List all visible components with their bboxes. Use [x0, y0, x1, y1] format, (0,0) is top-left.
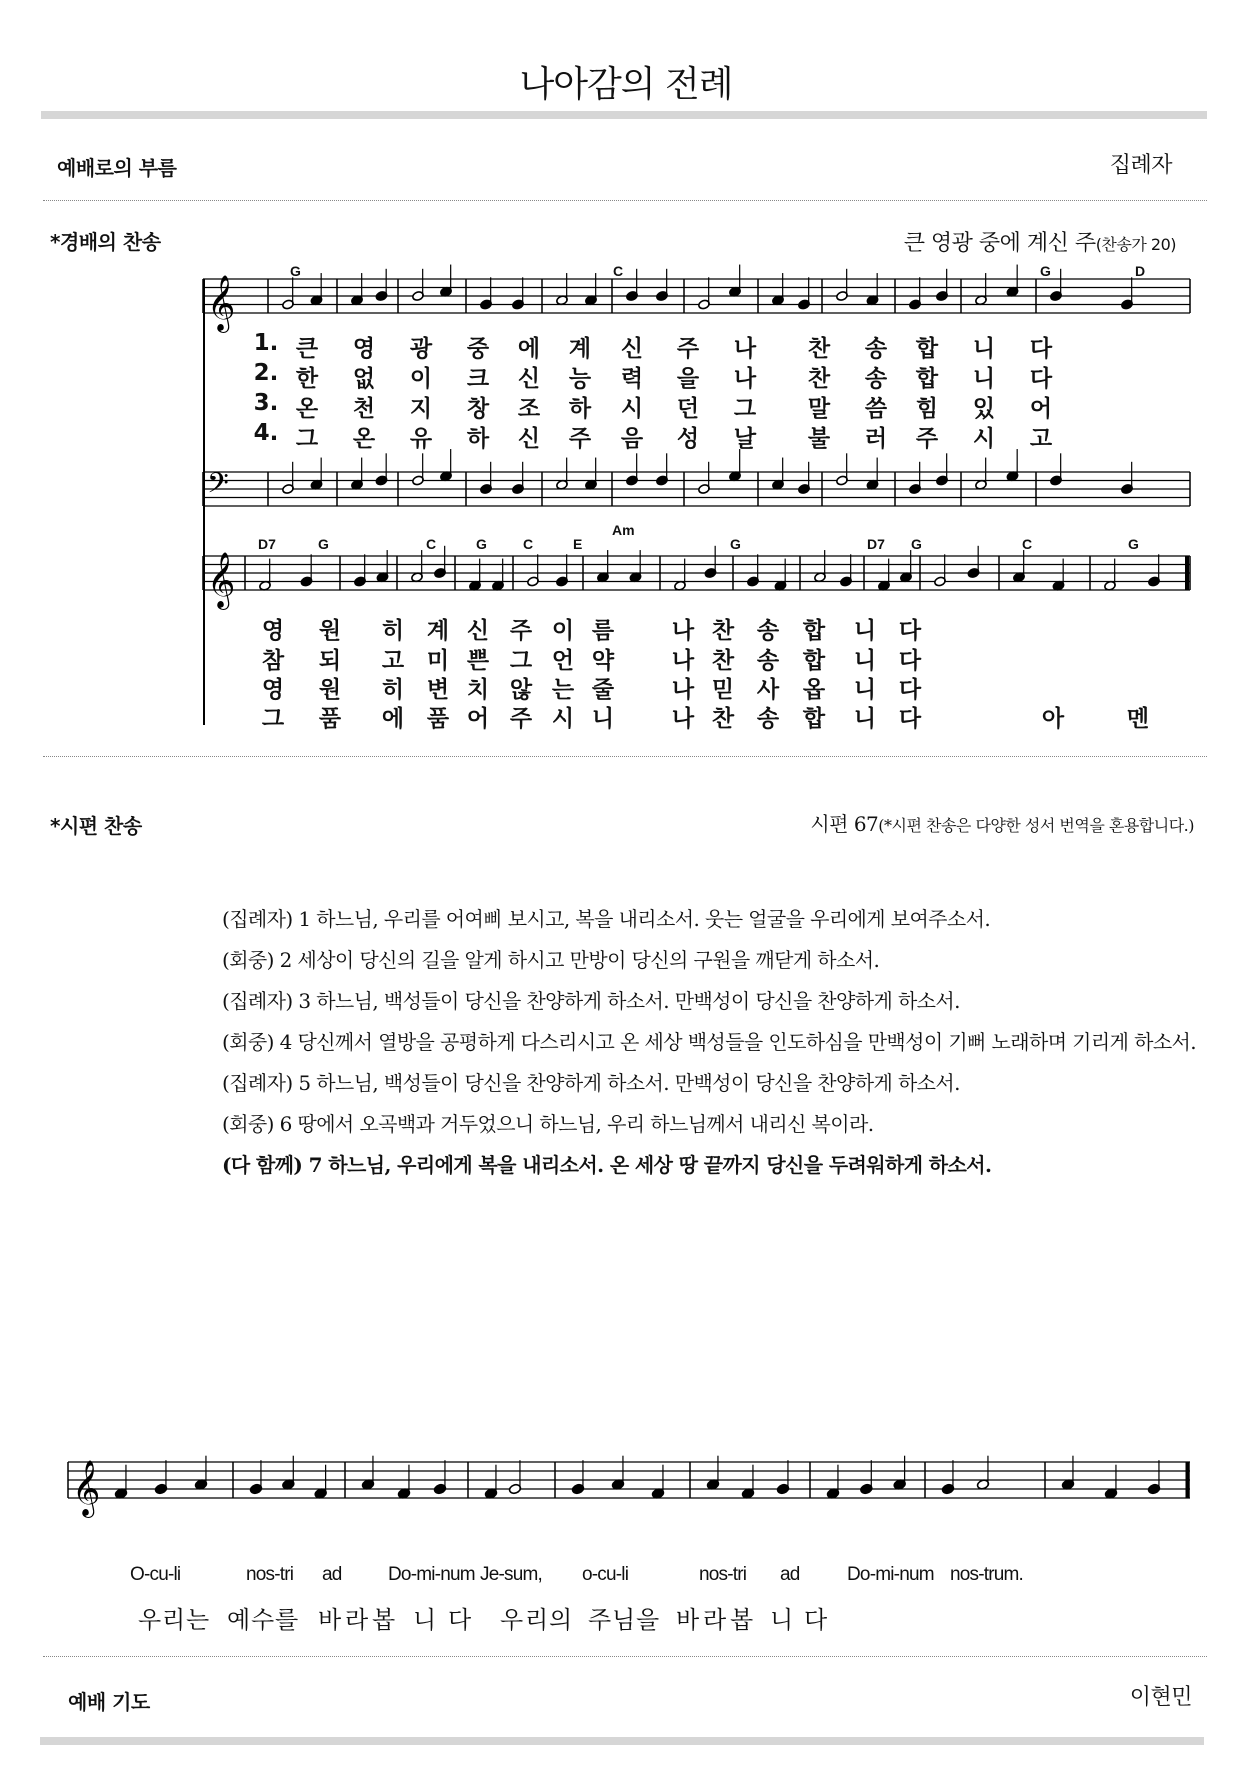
lyric-syllable: 유 [409, 426, 433, 452]
lyric-syllable: 천 [352, 396, 376, 422]
chord-symbol: G [290, 263, 301, 279]
lyric-syllable: 합 [802, 706, 826, 732]
chord-symbol: C [426, 536, 437, 552]
lyric-syllable: 품 [426, 706, 450, 732]
lyric-syllable: 신 [517, 366, 541, 392]
lyric-syllable: 니 [972, 336, 996, 362]
korean-lyric: 라 [345, 1606, 369, 1634]
lyric-syllable: 아 [1041, 706, 1065, 732]
verse-number: 1. [253, 330, 279, 356]
latin-lyric: Je-sum, [480, 1564, 542, 1585]
lyric-syllable: 합 [915, 336, 939, 362]
lyric-syllable: 않 [509, 677, 533, 703]
treble-clef-icon: 𝄞 [72, 1460, 101, 1516]
latin-lyric: nos-tri [246, 1564, 294, 1585]
lyric-syllable: 찬 [807, 366, 831, 392]
psalm-verse: (집례자) 3 하느님, 백성들이 당신을 찬양하게 하소서. 만백성이 당신을 찬양하게 하소서. [222, 989, 960, 1013]
lyric-syllable: 신 [620, 336, 644, 362]
lyric-syllable: 송 [864, 366, 888, 392]
lyric-syllable: 큰 [295, 336, 319, 362]
korean-lyric: 다 [804, 1606, 828, 1634]
lyric-syllable: 송 [864, 336, 888, 362]
lyric-syllable: 원 [318, 677, 342, 703]
latin-lyric: nos-tri [699, 1564, 747, 1585]
lyric-syllable: 다 [898, 677, 922, 703]
lyric-syllable: 변 [426, 677, 450, 703]
page-title: 나아감의 전례 [519, 64, 733, 105]
lyric-syllable: 니 [853, 618, 877, 644]
lyric-syllable: 찬 [711, 706, 735, 732]
lyric-syllable: 니 [591, 706, 615, 732]
hymn-song-title: 큰 영광 중에 계신 주 [903, 231, 1096, 256]
latin-lyric: ad [322, 1564, 342, 1585]
korean-lyric: 우 [138, 1606, 162, 1634]
lyric-syllable: 품 [318, 706, 342, 732]
lyric-syllable: 광 [409, 336, 433, 362]
lyric-syllable: 시 [972, 426, 996, 452]
psalm-verse: (회중) 6 땅에서 오곡백과 거두었으니 하느님, 우리 하느님께서 내리신 복이라. [222, 1112, 874, 1136]
lyric-syllable: 름 [591, 618, 615, 644]
lyric-syllable: 송 [756, 648, 780, 674]
lyric-syllable: 나 [671, 706, 695, 732]
korean-lyric: 니 [413, 1606, 437, 1634]
lyric-syllable: 에 [381, 706, 405, 732]
chord-symbol: D7 [867, 536, 885, 552]
chord-symbol: G [318, 536, 329, 552]
lyric-syllable: 영 [352, 336, 376, 362]
lyric-syllable: 없 [352, 366, 376, 392]
lyric-syllable: 말 [807, 396, 831, 422]
lyric-syllable: 나 [671, 677, 695, 703]
lyric-syllable: 참 [261, 648, 285, 674]
latin-lyric: O-cu-li [130, 1564, 181, 1585]
lyric-syllable: 주 [568, 426, 592, 452]
lyric-syllable: 나 [671, 618, 695, 644]
lyric-syllable: 사 [756, 677, 780, 703]
lyric-syllable: 찬 [807, 336, 831, 362]
verse-number: 2. [253, 360, 279, 386]
lyric-syllable: 신 [466, 618, 490, 644]
lyric-syllable: 날 [733, 426, 757, 452]
psalm-verse: (다 함께) 7 하느님, 우리에게 복을 내리소서. 온 세상 땅 끝까지 당신을 두려워하게 하소서. [222, 1153, 992, 1177]
lyric-syllable: 계 [426, 618, 450, 644]
chord-symbol: C [613, 263, 624, 279]
lyric-syllable: 불 [807, 426, 831, 452]
lyric-syllable: 온 [295, 396, 319, 422]
lyric-syllable: 을 [676, 366, 700, 392]
lyric-syllable: 언 [551, 648, 575, 674]
lyric-syllable: 히 [381, 618, 405, 644]
lyric-syllable: 던 [676, 396, 700, 422]
psalm-verse: (집례자) 1 하느님, 우리를 어여삐 보시고, 복을 내리소서. 웃는 얼굴을 우리에게 보여주소서. [222, 907, 991, 931]
chord-symbol: D [1135, 263, 1146, 279]
psalm-verse: (회중) 4 당신께서 열방을 공평하게 다스리시고 온 세상 백성들을 인도하심을 만백성이 기뻐 노래하며 기리게 하소서. [222, 1030, 1197, 1054]
korean-lyric: 님 [612, 1606, 636, 1634]
lyric-syllable: 계 [568, 336, 592, 362]
chord-symbol: D7 [258, 536, 276, 552]
lyric-syllable: 시 [551, 706, 575, 732]
psalm-heading: *시편 찬송 [50, 814, 142, 838]
lyric-syllable: 영 [261, 677, 285, 703]
psalm-ref: 시편 67 [810, 812, 879, 836]
treble-clef-icon: 𝄞 [207, 552, 236, 608]
korean-lyric: 리 [525, 1606, 549, 1634]
lyric-syllable: 력 [620, 366, 644, 392]
lyric-syllable: 어 [1029, 396, 1053, 422]
lyric-syllable: 크 [466, 366, 490, 392]
chord-symbol: C [523, 536, 534, 552]
lyric-syllable: 고 [381, 648, 405, 674]
korean-lyric: 라 [703, 1606, 727, 1634]
korean-lyric: 다 [448, 1606, 472, 1634]
lyric-syllable: 하 [466, 426, 490, 452]
psalm-verse: (회중) 2 세상이 당신의 길을 알게 하시고 만방이 당신의 구원을 깨닫게 하소서. [222, 948, 880, 972]
lyric-syllable: 원 [318, 618, 342, 644]
lyric-syllable: 미 [426, 648, 450, 674]
korean-lyric: 예 [227, 1606, 251, 1634]
lyric-syllable: 그 [733, 396, 757, 422]
lyric-syllable: 주 [509, 706, 533, 732]
call-leader: 집례자 [1109, 153, 1172, 178]
chord-symbol: G [1040, 263, 1051, 279]
psalm-verse: (집례자) 5 하느님, 백성들이 당신을 찬양하게 하소서. 만백성이 당신을 찬양하게 하소서. [222, 1071, 960, 1095]
lyric-syllable: 주 [676, 336, 700, 362]
lyric-syllable: 지 [409, 396, 433, 422]
lyric-syllable: 신 [517, 426, 541, 452]
lyric-syllable: 창 [466, 396, 490, 422]
lyric-syllable: 한 [295, 366, 319, 392]
lyric-syllable: 나 [733, 366, 757, 392]
lyric-syllable: 치 [466, 677, 490, 703]
lyric-syllable: 영 [261, 618, 285, 644]
lyric-syllable: 이 [551, 618, 575, 644]
korean-lyric: 니 [770, 1606, 794, 1634]
lyric-syllable: 찬 [711, 648, 735, 674]
latin-lyric: nos-trum. [950, 1564, 1024, 1585]
latin-lyric: Do-mi-num [847, 1564, 934, 1585]
latin-lyric: o-cu-li [582, 1564, 629, 1585]
lyric-syllable: 믿 [711, 677, 735, 703]
lyric-syllable: 시 [620, 396, 644, 422]
lyric-syllable: 멘 [1126, 706, 1150, 732]
hymn-song-ref: (찬송가 20) [1095, 235, 1176, 254]
chord-symbol: G [911, 536, 922, 552]
lyric-syllable: 니 [853, 677, 877, 703]
bottom-divider-bar [40, 1737, 1204, 1745]
verse-number: 3. [253, 390, 279, 416]
lyric-syllable: 합 [802, 618, 826, 644]
lyric-syllable: 되 [318, 648, 342, 674]
bass-clef-icon: 𝄢 [207, 467, 229, 507]
korean-lyric: 봅 [730, 1606, 754, 1634]
lyric-syllable: 히 [381, 677, 405, 703]
latin-lyric: Do-mi-num [388, 1564, 475, 1585]
lyric-syllable: 니 [853, 648, 877, 674]
lyric-syllable: 그 [509, 648, 533, 674]
lyric-syllable: 조 [517, 396, 541, 422]
chord-symbol: G [730, 536, 741, 552]
lyric-syllable: 약 [591, 648, 615, 674]
lyric-syllable: 다 [898, 648, 922, 674]
chord-symbol: Am [612, 522, 635, 538]
chord-symbol: G [476, 536, 487, 552]
lyric-syllable: 합 [915, 366, 939, 392]
korean-lyric: 수 [251, 1606, 275, 1634]
korean-lyric: 리 [162, 1606, 186, 1634]
latin-lyric: ad [780, 1564, 800, 1585]
korean-lyric: 봅 [372, 1606, 396, 1634]
hymn-heading: *경배의 찬송 [50, 230, 161, 254]
lyric-syllable: 줄 [591, 677, 615, 703]
lyric-syllable: 온 [352, 426, 376, 452]
korean-lyric: 의 [549, 1606, 573, 1634]
lyric-syllable: 있 [972, 396, 996, 422]
lyric-syllable: 송 [756, 706, 780, 732]
lyric-syllable: 쁜 [466, 648, 490, 674]
lyric-syllable: 니 [853, 706, 877, 732]
korean-lyric: 우 [500, 1606, 524, 1634]
lyric-syllable: 다 [898, 706, 922, 732]
korean-lyric: 를 [275, 1606, 299, 1634]
lyric-syllable: 고 [1029, 426, 1053, 452]
korean-lyric: 바 [676, 1606, 700, 1634]
lyric-syllable: 는 [551, 677, 575, 703]
lyric-syllable: 다 [1029, 366, 1053, 392]
korean-lyric: 주 [588, 1606, 612, 1634]
prayer-leader: 이현민 [1129, 1685, 1192, 1710]
call-heading: 예배로의 부름 [57, 156, 177, 180]
lyric-syllable: 중 [466, 336, 490, 362]
lyric-syllable: 음 [620, 426, 644, 452]
prayer-heading: 예배 기도 [68, 1690, 150, 1714]
lyric-syllable: 성 [676, 426, 700, 452]
lyric-syllable: 능 [568, 366, 592, 392]
verse-number: 4. [253, 420, 279, 446]
korean-lyric: 바 [318, 1606, 342, 1634]
lyric-syllable: 씀 [864, 396, 888, 422]
lyric-syllable: 어 [466, 706, 490, 732]
lyric-syllable: 주 [915, 426, 939, 452]
lyric-syllable: 나 [671, 648, 695, 674]
lyric-syllable: 힘 [915, 396, 939, 422]
lyric-syllable: 에 [517, 336, 541, 362]
lyric-syllable: 그 [295, 426, 319, 452]
lyric-syllable: 하 [568, 396, 592, 422]
korean-lyric: 을 [636, 1606, 660, 1634]
dotted-divider [43, 1656, 1207, 1657]
lyric-syllable: 러 [864, 426, 888, 452]
lyric-syllable: 이 [409, 366, 433, 392]
lyric-syllable: 옵 [802, 677, 826, 703]
lyric-syllable: 주 [509, 618, 533, 644]
korean-lyric: 는 [186, 1606, 210, 1634]
chord-symbol: C [1022, 536, 1033, 552]
lyric-syllable: 찬 [711, 618, 735, 644]
lyric-syllable: 니 [972, 366, 996, 392]
treble-clef-icon: 𝄞 [207, 275, 236, 331]
lyric-syllable: 다 [898, 618, 922, 644]
lyric-syllable: 나 [733, 336, 757, 362]
lyric-syllable: 송 [756, 618, 780, 644]
psalm-note: (*시편 찬송은 다양한 성서 번역을 혼용합니다.) [878, 816, 1194, 835]
chord-symbol: G [1128, 536, 1139, 552]
chord-symbol: E [573, 536, 583, 552]
lyric-syllable: 합 [802, 648, 826, 674]
lyric-syllable: 그 [261, 706, 285, 732]
lyric-syllable: 다 [1029, 336, 1053, 362]
